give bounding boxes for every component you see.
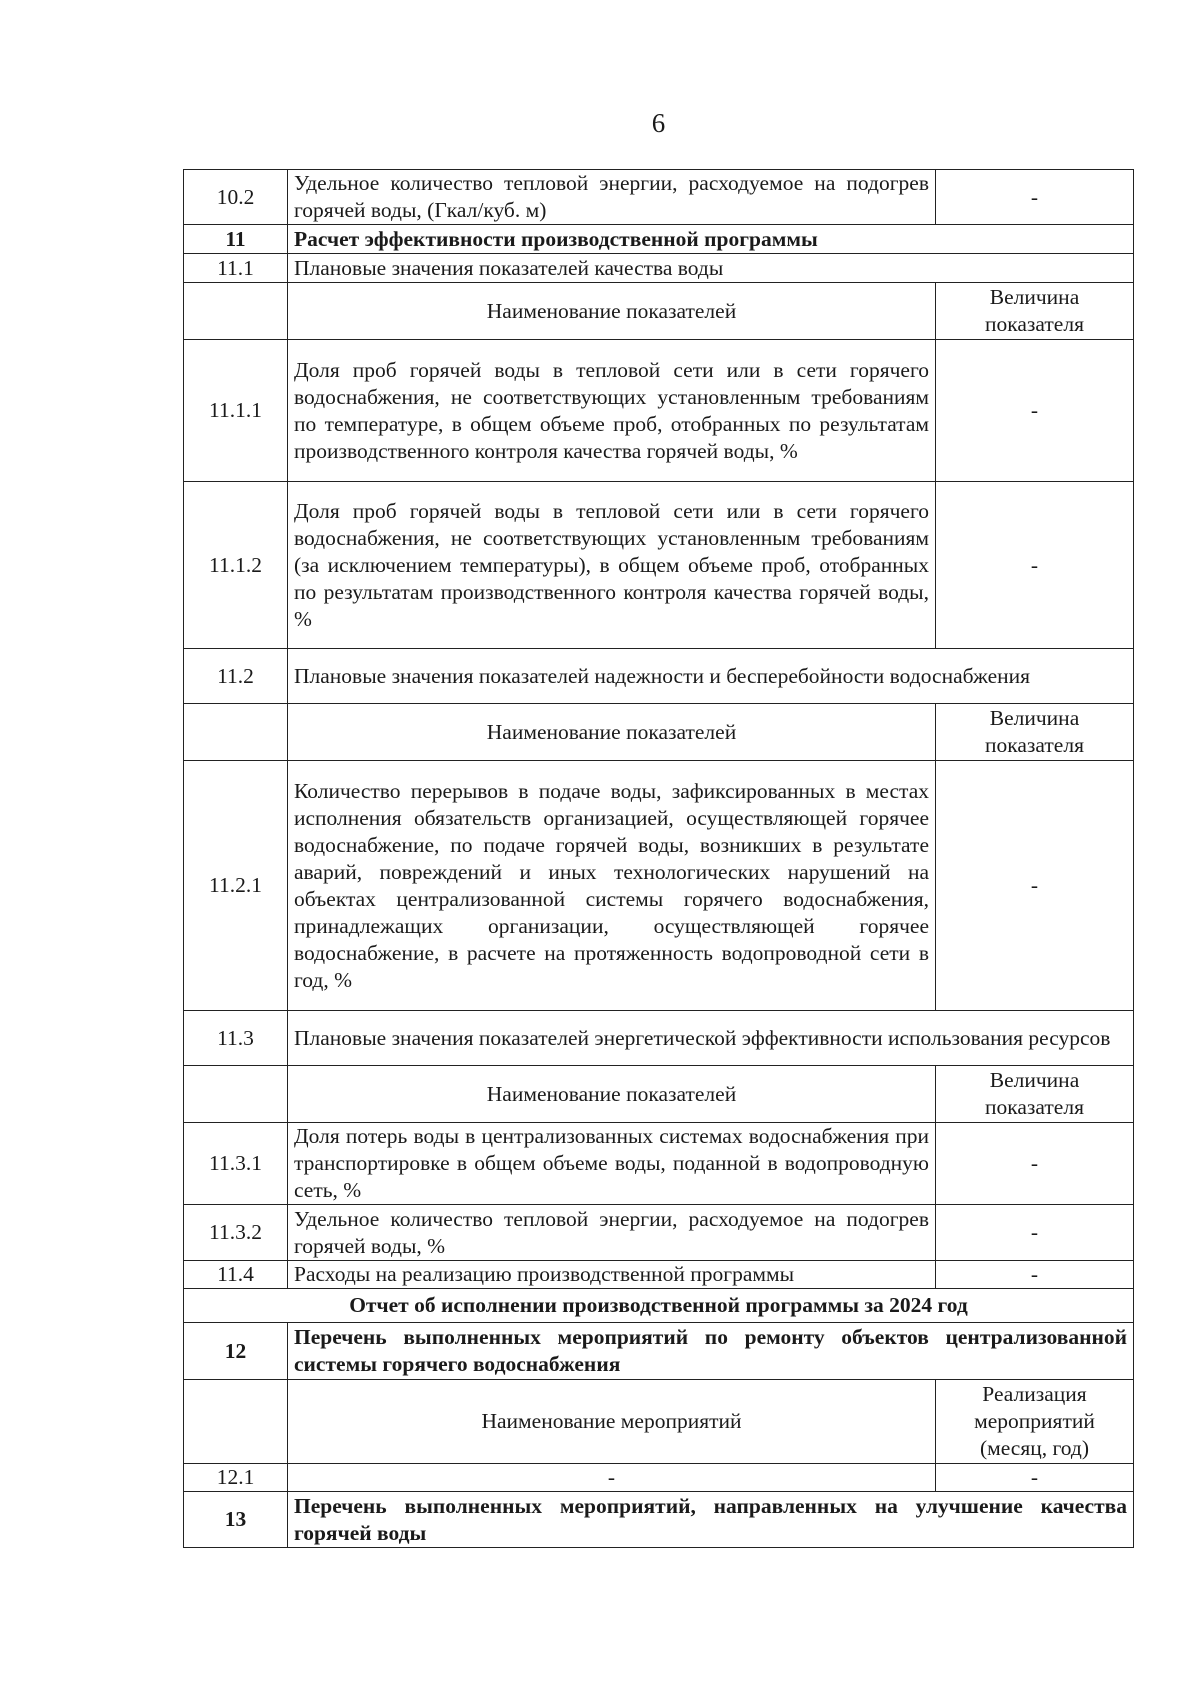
table-row-11-4 [184, 1261, 1134, 1289]
row-text: Количество перерывов в подаче воды, зафиксированных в местах исполнения обязательств организацией, осуществляющей горячее водоснабжение, по подаче горячей воды, возникших в результате аварий, повреждений и иных технологических нарушений на объектах централизованной системы горячего водоснабжения, принадлежащих организации, осуществляющей горячее водоснабжение, в расчете на протяженность водопроводной сети в год, % [288, 761, 936, 1011]
report-title-row [184, 1289, 1134, 1323]
row-value: - [936, 482, 1134, 649]
row-value: - [936, 170, 1134, 225]
row-text: Доля потерь воды в централизованных системах водоснабжения при транспортировке в общем объеме воды, поданной в водопроводную сеть, % [288, 1123, 936, 1205]
row-number: 11.1.1 [184, 340, 288, 482]
row-number: 13 [184, 1492, 288, 1548]
table-row-11-2-1 [184, 761, 1134, 1011]
report-title: Отчет об исполнении производственной программы за 2024 год [184, 1289, 1134, 1323]
row-text: Расходы на реализацию производственной программы [288, 1261, 936, 1289]
row-number: 10.2 [184, 170, 288, 225]
table-header-row [184, 283, 1134, 340]
row-number: 11.3 [184, 1011, 288, 1066]
header-name: Наименование показателей [288, 704, 936, 761]
empty-cell [184, 704, 288, 761]
header-value: Реализация мероприятий (месяц, год) [936, 1380, 1134, 1464]
row-number: 11.1.2 [184, 482, 288, 649]
table-row-10-2 [184, 170, 1134, 225]
empty-cell [184, 1380, 288, 1464]
production-program-table [183, 169, 1134, 1548]
row-text: - [288, 1464, 936, 1492]
row-number: 11.1 [184, 254, 288, 283]
row-number: 11.4 [184, 1261, 288, 1289]
table-row-11 [184, 225, 1134, 254]
row-value: - [936, 1464, 1134, 1492]
table-header-row [184, 1066, 1134, 1123]
table-header-row [184, 704, 1134, 761]
table-row-13 [184, 1492, 1134, 1548]
section-title: Перечень выполненных мероприятий по ремонту объектов централизованной системы горячего водоснабжения [288, 1323, 1134, 1380]
row-value: - [936, 761, 1134, 1011]
section-title: Расчет эффективности производственной программы [288, 225, 1134, 254]
row-number: 11 [184, 225, 288, 254]
row-number: 12.1 [184, 1464, 288, 1492]
row-text: Доля проб горячей воды в тепловой сети или в сети горячего водоснабжения, не соответствующих установленным требованиям по температуре, в общем объеме проб, отобранных по результатам производственного контроля качества горячей воды, % [288, 340, 936, 482]
header-name: Наименование мероприятий [288, 1380, 936, 1464]
header-value: Величина показателя [936, 1066, 1134, 1123]
row-number: 12 [184, 1323, 288, 1380]
section-title: Перечень выполненных мероприятий, направленных на улучшение качества горячей воды [288, 1492, 1134, 1548]
table-row-11-1-1 [184, 340, 1134, 482]
header-value: Величина показателя [936, 283, 1134, 340]
subsection-title: Плановые значения показателей энергетической эффективности использования ресурсов [288, 1011, 1134, 1066]
subsection-title: Плановые значения показателей надежности и бесперебойности водоснабжения [288, 649, 1134, 704]
row-value: - [936, 340, 1134, 482]
page-number: 6 [651, 108, 666, 138]
table-row-11-1-2 [184, 482, 1134, 649]
row-text: Доля проб горячей воды в тепловой сети или в сети горячего водоснабжения, не соответствующих установленным требованиям (за исключением температуры), в общем объеме проб, отобранных по результатам производственного контроля качества горячей воды, % [288, 482, 936, 649]
header-value: Величина показателя [936, 704, 1134, 761]
header-name: Наименование показателей [288, 1066, 936, 1123]
row-number: 11.3.1 [184, 1123, 288, 1205]
table-row-11-2 [184, 649, 1134, 704]
row-number: 11.3.2 [184, 1205, 288, 1261]
row-text: Удельное количество тепловой энергии, расходуемое на подогрев горячей воды, (Гкал/куб. м) [288, 170, 936, 225]
row-value: - [936, 1261, 1134, 1289]
header-name: Наименование показателей [288, 283, 936, 340]
table-row-11-3-2 [184, 1205, 1134, 1261]
row-text: Удельное количество тепловой энергии, расходуемое на подогрев горячей воды, % [288, 1205, 936, 1261]
empty-cell [184, 1066, 288, 1123]
table-row-12-1 [184, 1464, 1134, 1492]
row-value: - [936, 1205, 1134, 1261]
row-number: 11.2.1 [184, 761, 288, 1011]
table-row-11-1 [184, 254, 1134, 283]
table-row-11-3-1 [184, 1123, 1134, 1205]
table-row-12 [184, 1323, 1134, 1380]
empty-cell [184, 283, 288, 340]
row-number: 11.2 [184, 649, 288, 704]
table-row-11-3 [184, 1011, 1134, 1066]
table-header-row [184, 1380, 1134, 1464]
row-value: - [936, 1123, 1134, 1205]
subsection-title: Плановые значения показателей качества воды [288, 254, 1134, 283]
